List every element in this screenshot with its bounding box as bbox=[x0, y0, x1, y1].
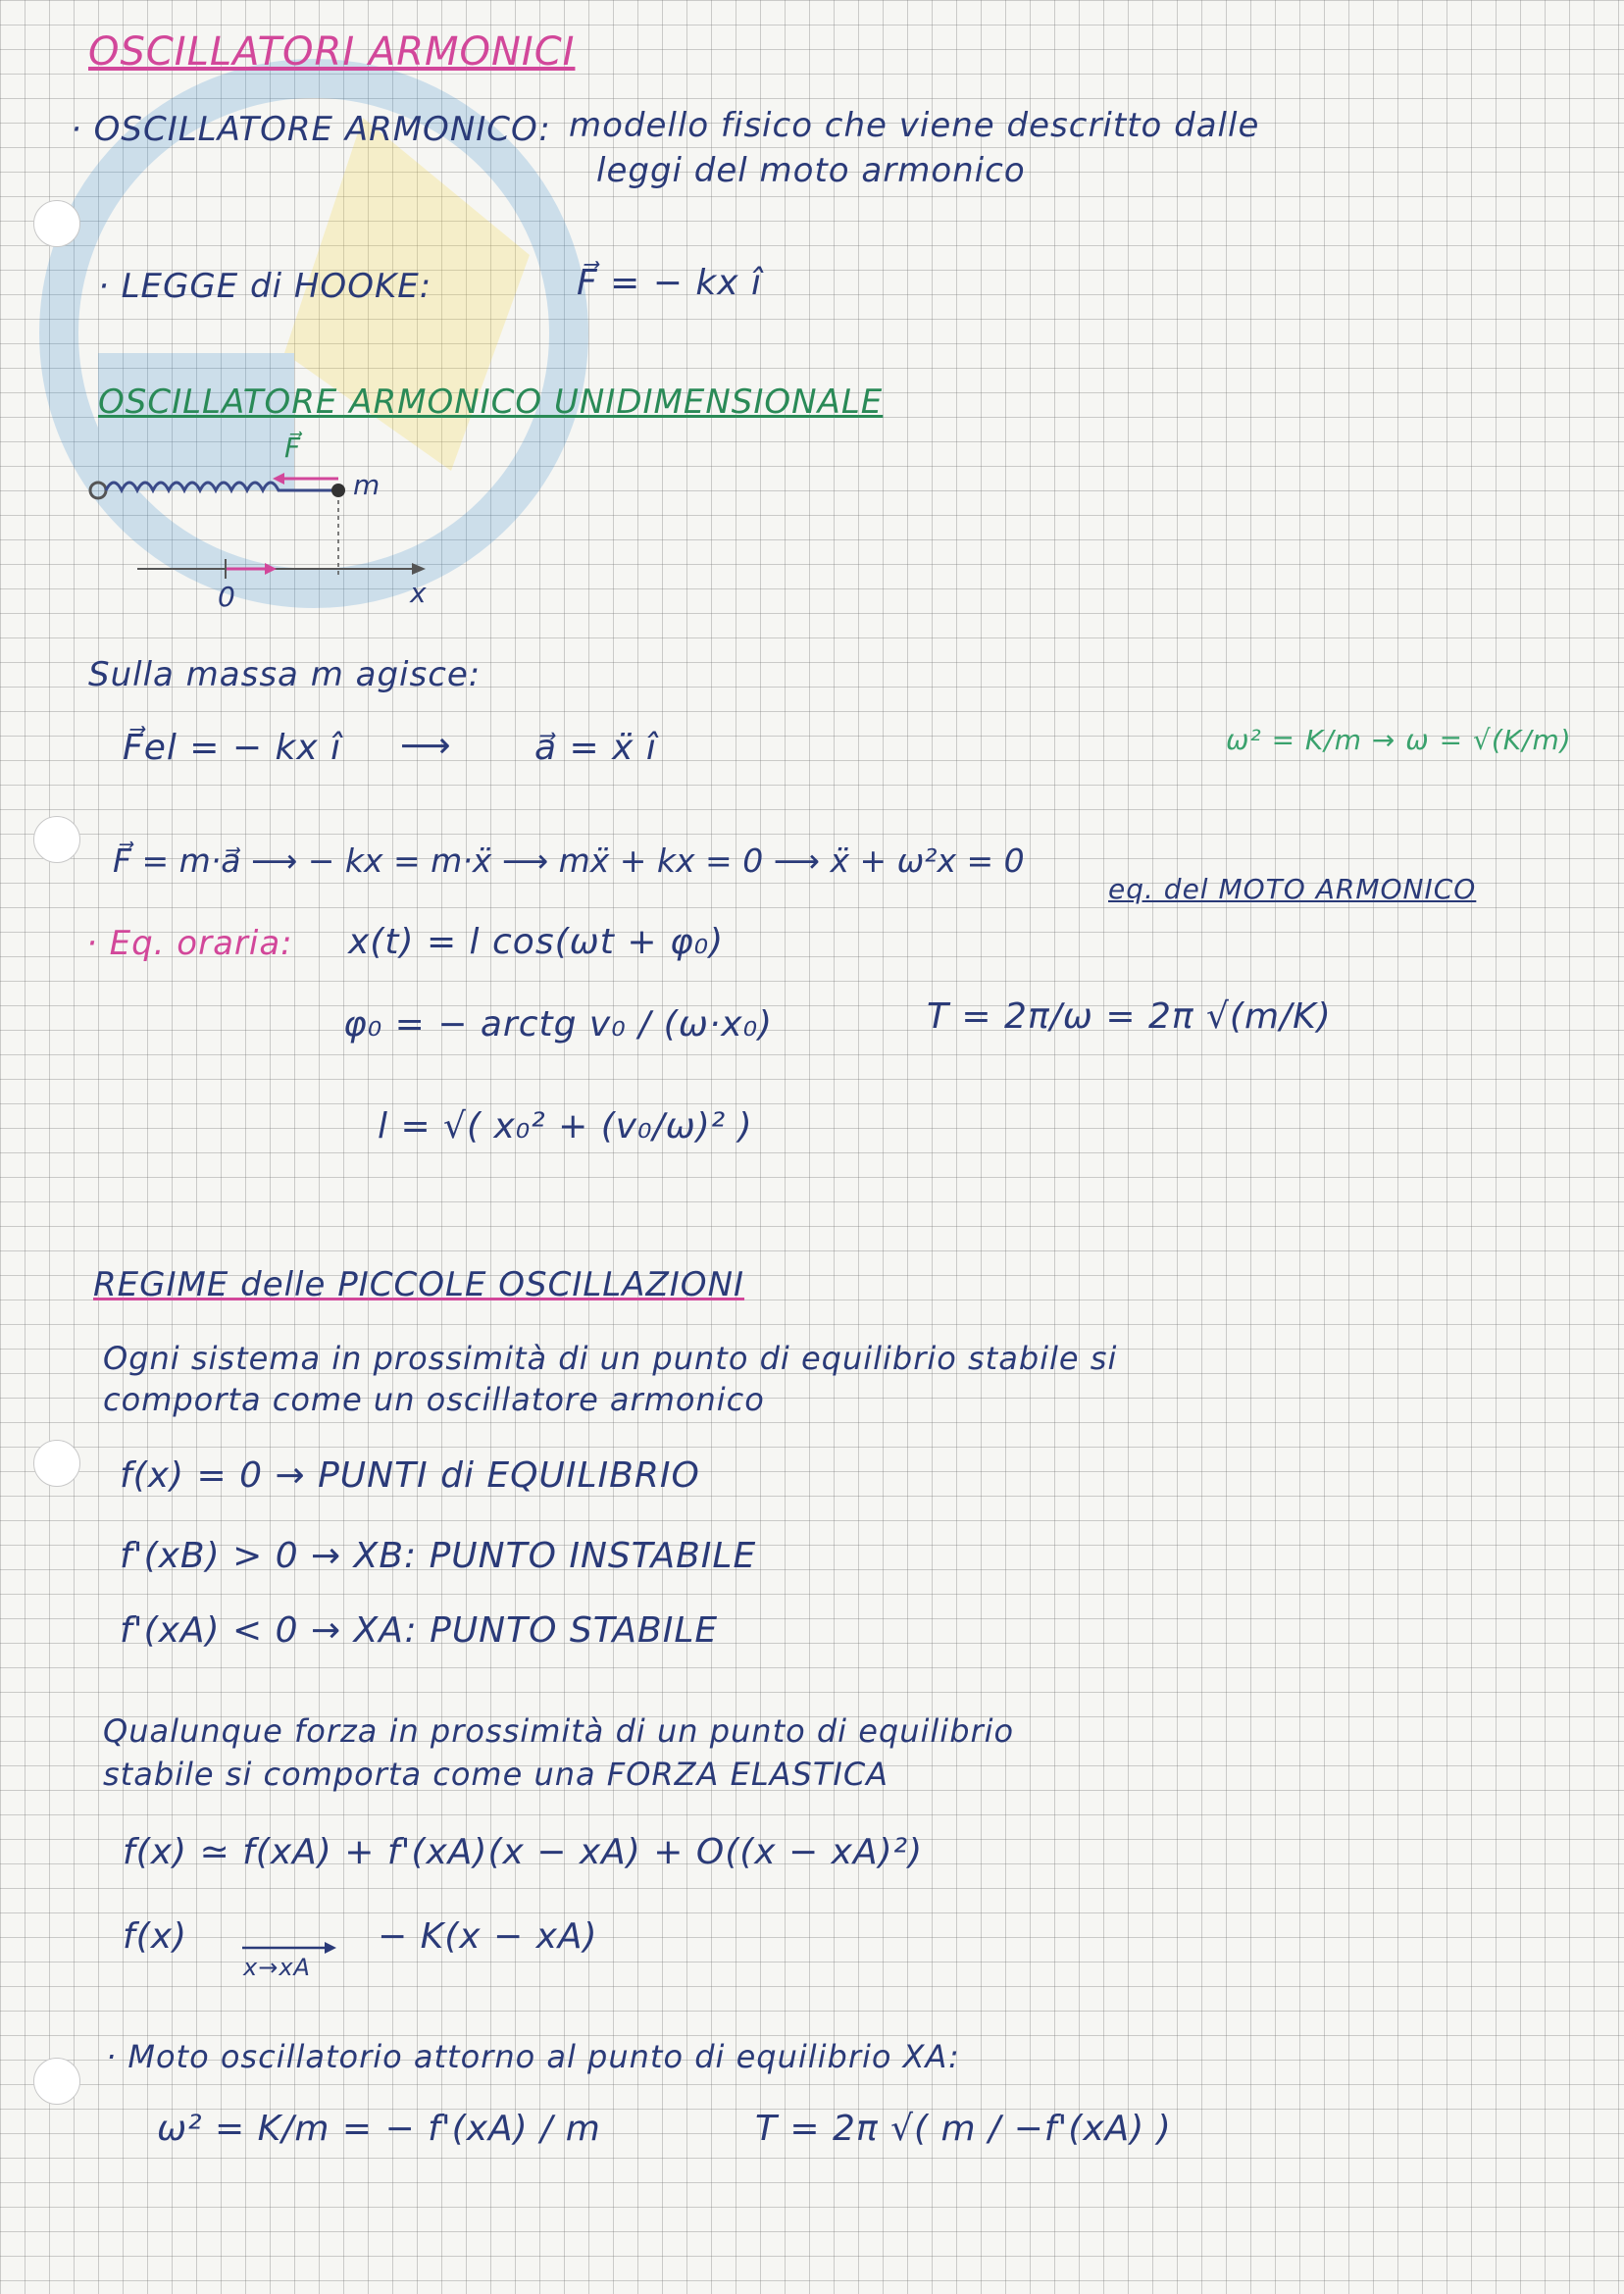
binder-hole bbox=[33, 1440, 80, 1487]
intro-text-line2: leggi del moto armonico bbox=[596, 151, 1026, 190]
section2-heading: REGIME delle PICCOLE OSCILLAZIONI bbox=[93, 1265, 745, 1304]
diagram-force-label: F⃗ bbox=[284, 432, 302, 464]
limit-lhs: f(x) bbox=[123, 1916, 188, 1957]
oscillatory-motion-label: · Moto oscillatorio attorno al punto di equilibrio XA: bbox=[106, 2038, 960, 2075]
section2-paragraph2-line2: stabile si comporta come una FORZA ELASTICA bbox=[103, 1756, 889, 1793]
unstable-condition: f'(xB) > 0 → XB: PUNTO INSTABILE bbox=[120, 1536, 757, 1576]
binder-hole bbox=[33, 2058, 80, 2105]
intro-label: · OSCILLATORE ARMONICO: bbox=[71, 110, 551, 149]
limit-subscript: x→xA bbox=[243, 1954, 311, 1981]
period-formula: T = 2π/ω = 2π √(m/K) bbox=[927, 996, 1332, 1037]
small-oscillation-period: T = 2π √( m / −f'(xA) ) bbox=[755, 2109, 1172, 2149]
intro-text-line1: modello fisico che viene descritto dalle bbox=[569, 106, 1260, 145]
hourly-equation-label: · Eq. oraria: bbox=[86, 924, 293, 963]
equilibrium-condition: f(x) = 0 → PUNTI di EQUILIBRIO bbox=[120, 1455, 700, 1496]
taylor-expansion: f(x) ≃ f(xA) + f'(xA)(x − xA) + O((x − xA)²) bbox=[123, 1832, 924, 1872]
elastic-force-formula: F⃗el = − kx î bbox=[123, 728, 342, 768]
section2-paragraph1-line1: Ogni sistema in prossimità di un punto di equilibrio stabile si bbox=[103, 1340, 1118, 1377]
diagram-axis-label: x bbox=[410, 577, 428, 609]
hooke-label: · LEGGE di HOOKE: bbox=[98, 267, 432, 306]
acceleration-formula: a⃗ = ẍ î bbox=[534, 728, 657, 768]
section2-paragraph2-line1: Qualunque forza in prossimità di un punto di equilibrio bbox=[103, 1712, 1015, 1750]
page-title: OSCILLATORI ARMONICI bbox=[88, 29, 576, 75]
limit-rhs: − K(x − xA) bbox=[378, 1916, 598, 1957]
arrow-implies: ⟶ bbox=[400, 726, 452, 766]
amplitude-formula: l = √( x₀² + (v₀/ω)² ) bbox=[378, 1106, 753, 1147]
diagram-mass-label: m bbox=[353, 469, 381, 501]
phase-formula: φ₀ = − arctg v₀ / (ω·x₀) bbox=[343, 1004, 774, 1045]
binder-hole bbox=[33, 200, 80, 247]
spring-mass-diagram bbox=[69, 432, 441, 608]
section1-heading: OSCILLATORE ARMONICO UNIDIMENSIONALE bbox=[98, 382, 884, 422]
diagram-origin-label: 0 bbox=[218, 581, 236, 613]
stable-condition: f'(xA) < 0 → XA: PUNTO STABILE bbox=[120, 1610, 719, 1651]
section2-paragraph1-line2: comporta come un oscillatore armonico bbox=[103, 1381, 765, 1418]
omega-side-note: ω² = K/m → ω = √(K/m) bbox=[1226, 724, 1572, 756]
mass-acts-text: Sulla massa m agisce: bbox=[88, 655, 482, 694]
newton-equation-chain: F⃗ = m·a⃗ ⟶ − kx = m·ẍ ⟶ mẍ + kx = 0 ⟶ ẍ + ω²x = 0 bbox=[113, 841, 1025, 880]
hooke-formula: F⃗ = − kx î bbox=[577, 263, 762, 303]
hourly-equation-formula: x(t) = l cos(ωt + φ₀) bbox=[348, 922, 725, 962]
harmonic-motion-label: eq. del MOTO ARMONICO bbox=[1108, 873, 1477, 905]
binder-hole bbox=[33, 816, 80, 863]
omega-squared-formula: ω² = K/m = − f'(xA) / m bbox=[157, 2109, 601, 2149]
